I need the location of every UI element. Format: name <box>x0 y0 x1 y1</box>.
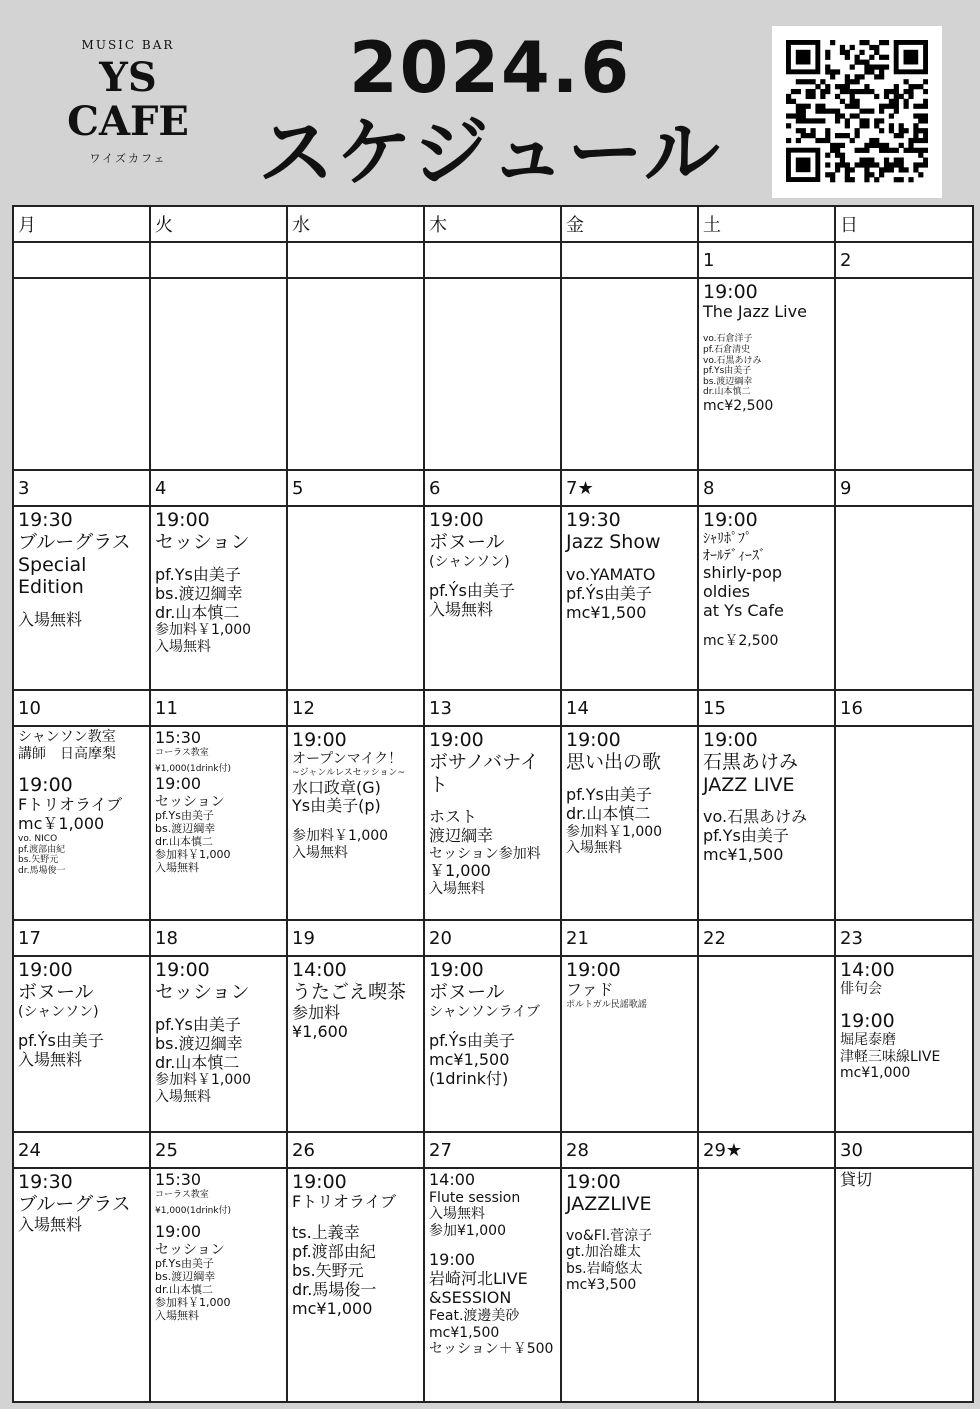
event-line: ¥1,000(1drink付) <box>155 1206 232 1217</box>
event-line: dr.山本慎二 <box>155 835 213 849</box>
day-cell[interactable] <box>561 956 698 1132</box>
event-line: 入場無料 <box>18 1050 83 1070</box>
date-number: 12 <box>287 690 424 726</box>
event-line: JAZZ LIVE <box>703 773 795 796</box>
day-cell[interactable] <box>424 1168 561 1402</box>
event-line: ¥1,600 <box>292 1021 348 1041</box>
day-cell[interactable] <box>561 1168 698 1402</box>
event-line: ボサノバナイト <box>429 751 539 796</box>
event-line: 参加料￥1,000 <box>566 823 663 840</box>
event-line: 入場無料 <box>566 840 622 857</box>
day-cell[interactable] <box>698 956 835 1132</box>
day-cell[interactable] <box>150 506 287 690</box>
event-line: 14:00 <box>840 959 895 981</box>
event-line: ポルトガル民謡歌謡 <box>566 1000 647 1011</box>
date-number <box>424 242 561 278</box>
day-cell[interactable] <box>13 278 150 470</box>
event-line: mc￥2,500 <box>703 633 779 650</box>
event-line: 19:00 <box>429 959 484 981</box>
date-number: 4 <box>150 470 287 506</box>
event-line: bs.渡辺綱幸 <box>155 822 216 836</box>
event-details <box>429 1171 556 1358</box>
event-line: 19:00 <box>18 959 73 981</box>
event-line: 貸切 <box>840 1170 873 1189</box>
weekday-header: 日 <box>835 206 973 242</box>
event-line: 15:30 <box>155 728 202 747</box>
day-cell[interactable] <box>561 278 698 470</box>
date-number: 11 <box>150 690 287 726</box>
event-line: 参加料 <box>292 1002 341 1022</box>
event-line: ブルーグラス <box>18 1193 131 1216</box>
event-line: 入場無料 <box>155 861 199 875</box>
event-line: うたごえ喫茶 <box>292 981 407 1004</box>
event-line: (1drink付) <box>429 1069 509 1089</box>
event-details <box>703 281 830 414</box>
event-line: 石黒あけみ <box>703 751 799 774</box>
day-cell[interactable] <box>424 278 561 470</box>
weekday-header: 月 <box>13 206 150 242</box>
date-number: 23 <box>835 920 973 956</box>
event-line: 堀尾泰磨 <box>840 1032 896 1049</box>
event-line: Fトリオライブ <box>292 1192 397 1212</box>
event-line: セッション参加料 <box>429 845 541 862</box>
event-details <box>566 959 693 1011</box>
spacer <box>840 998 968 1010</box>
event-line: 参加¥1,000 <box>429 1222 506 1239</box>
event-line: pf.Ýs由美子 <box>18 1031 104 1051</box>
event-line: ボヌール <box>429 531 505 554</box>
day-cell[interactable] <box>287 1168 424 1402</box>
event-details <box>429 509 556 620</box>
event-details <box>840 959 968 1082</box>
date-number <box>13 242 150 278</box>
event-line: 19:30 <box>18 1171 73 1193</box>
date-number: 21 <box>561 920 698 956</box>
event-line: 19:00 <box>155 959 210 981</box>
event-line: dr.山本慎二 <box>155 602 240 622</box>
event-line: ボヌール <box>18 981 94 1004</box>
event-line: 入場無料 <box>155 1088 211 1105</box>
logo <box>58 30 198 190</box>
event-line: 入場無料 <box>155 1309 199 1323</box>
event-line: mc¥1,000 <box>840 1065 911 1082</box>
event-details <box>155 959 282 1105</box>
event-line: 14:00 <box>292 959 347 981</box>
event-line: bs.渡辺綱幸 <box>155 1270 216 1284</box>
spacer <box>18 762 145 774</box>
event-details <box>18 1171 145 1235</box>
day-cell[interactable] <box>698 506 835 690</box>
logo-music-bar: MUSIC BAR <box>81 38 175 52</box>
day-cell[interactable] <box>287 278 424 470</box>
event-line: Special <box>18 553 87 576</box>
event-line: vo.YAMATO <box>566 564 656 584</box>
event-line: 19:00 <box>703 729 758 751</box>
event-line: bs.渡辺綱幸 <box>155 583 243 603</box>
event-line: 15:30 <box>155 1170 202 1189</box>
event-line: Fトリオライブ <box>18 795 123 815</box>
event-line: 19:00 <box>703 281 758 303</box>
event-line: 入場無料 <box>18 609 83 629</box>
event-line: vo.石倉洋子 <box>703 334 753 345</box>
event-line: pf.石倉清史 <box>703 344 751 355</box>
event-line: &SESSION <box>429 1288 512 1308</box>
day-cell[interactable] <box>424 956 561 1132</box>
event-line: pf.Ys由美子 <box>155 1014 241 1034</box>
weekday-header: 土 <box>698 206 835 242</box>
event-line: 参加料￥1,000 <box>155 1296 231 1310</box>
event-line: dr.山本慎二 <box>703 387 751 398</box>
event-details <box>566 509 693 622</box>
event-line: 俳句会 <box>840 981 882 998</box>
date-number: 15 <box>698 690 835 726</box>
event-details <box>18 729 145 877</box>
day-cell[interactable] <box>287 956 424 1132</box>
event-line: 入場無料 <box>18 1214 83 1234</box>
event-details <box>429 729 556 898</box>
event-line: (シャンソン) <box>429 553 510 570</box>
date-number <box>150 242 287 278</box>
day-cell[interactable] <box>698 278 835 470</box>
event-line: 津軽三味線LIVE <box>840 1048 941 1065</box>
date-number <box>561 242 698 278</box>
event-line: dr.山本慎二 <box>155 1283 213 1297</box>
event-line: dr.山本慎二 <box>155 1052 240 1072</box>
page-title <box>220 28 760 198</box>
calendar <box>12 205 972 1405</box>
event-details <box>566 729 693 857</box>
day-cell[interactable] <box>835 1168 973 1402</box>
event-line: dr.馬場俊一 <box>18 866 66 877</box>
event-line: 参加料￥1,000 <box>155 848 231 862</box>
date-number: 24 <box>13 1132 150 1168</box>
event-line: vo. NICO <box>18 834 58 845</box>
date-number: 19 <box>287 920 424 956</box>
spacer <box>566 774 693 786</box>
event-line: コーラス教室 <box>155 1189 209 1200</box>
event-line: 入場無料 <box>429 600 494 620</box>
event-details <box>292 959 419 1042</box>
event-details <box>292 1171 419 1319</box>
event-line: (シャンソン) <box>18 1003 99 1020</box>
day-cell[interactable] <box>13 726 150 920</box>
event-line: 参加料￥1,000 <box>155 622 252 639</box>
logo-kana: ワイズカフェ <box>89 152 167 165</box>
event-line: 19:00 <box>155 509 210 531</box>
event-line: pf.Ýs由美子 <box>566 583 652 603</box>
event-line: 19:00 <box>18 774 73 797</box>
spacer <box>292 816 419 828</box>
day-cell[interactable] <box>13 956 150 1132</box>
date-number: 26 <box>287 1132 424 1168</box>
event-line: 19:00 <box>566 1171 621 1193</box>
event-line: bs.岩崎悠太 <box>566 1260 643 1277</box>
event-details <box>18 509 145 630</box>
event-line: 19:00 <box>566 729 621 751</box>
date-number: 3 <box>13 470 150 506</box>
event-line: 19:00 <box>292 729 347 751</box>
logo-cafe: CAFE <box>67 98 189 145</box>
date-number: 8 <box>698 470 835 506</box>
event-line: mc¥1,500 <box>429 1050 510 1070</box>
day-cell[interactable] <box>424 506 561 690</box>
day-cell[interactable] <box>150 1168 287 1402</box>
event-line: 14:00 <box>429 1170 476 1189</box>
event-line: オープンマイク！ <box>292 751 403 768</box>
event-details <box>566 1171 693 1294</box>
title-schedule: スケジュール <box>258 108 722 197</box>
weekday-header: 木 <box>424 206 561 242</box>
date-number: 5 <box>287 470 424 506</box>
event-line: 岩崎河北LIVE <box>429 1269 528 1289</box>
event-line: vo&Fl.菅涼子 <box>566 1227 653 1244</box>
event-details <box>703 729 830 865</box>
event-line: pf.Ys由美子 <box>155 809 215 823</box>
day-cell[interactable] <box>424 726 561 920</box>
date-number: 28 <box>561 1132 698 1168</box>
event-line: pf.Ys由美子 <box>566 784 652 804</box>
event-line: bs.矢野元 <box>18 855 59 866</box>
event-line: bs.渡辺綱幸 <box>155 1033 243 1053</box>
event-line: dr.馬場俊一 <box>292 1279 377 1299</box>
event-line: JAZZLIVE <box>566 1193 652 1216</box>
event-line: 入場無料 <box>429 881 485 898</box>
event-line: シャンソン教室 <box>18 729 116 745</box>
event-line: Edition <box>18 576 84 599</box>
date-number: 14 <box>561 690 698 726</box>
logo-ys: YS <box>99 54 157 101</box>
qr-code-icon <box>786 40 928 184</box>
event-line: ｼｬﾘﾎﾟﾌﾟ <box>703 531 752 548</box>
day-cell[interactable] <box>561 506 698 690</box>
event-line: pf.Ýs由美子 <box>429 581 515 601</box>
event-line: pf.Ys由美子 <box>155 1257 215 1271</box>
event-line: oldies <box>703 582 751 602</box>
event-line: 19:00 <box>155 1222 202 1242</box>
event-line: pf.Ys由美子 <box>703 366 752 377</box>
day-cell[interactable] <box>13 506 150 690</box>
spacer <box>566 1216 693 1228</box>
event-line: 入場無料 <box>429 1206 485 1223</box>
day-cell[interactable] <box>835 726 973 920</box>
event-line: pf.渡部由紀 <box>18 844 66 855</box>
event-line: bs.矢野元 <box>292 1261 364 1281</box>
spacer <box>566 554 693 566</box>
date-number: 10 <box>13 690 150 726</box>
event-details <box>155 509 282 655</box>
event-line: 19:00 <box>429 509 484 531</box>
day-cell[interactable] <box>698 726 835 920</box>
event-line: ￥1,000 <box>429 861 491 881</box>
date-number: 25 <box>150 1132 287 1168</box>
day-cell[interactable] <box>561 726 698 920</box>
calendar-table <box>12 205 974 1403</box>
spacer <box>703 621 830 633</box>
event-line: dr.山本慎二 <box>566 803 651 823</box>
event-line: ¥1,000(1drink付) <box>155 764 232 775</box>
day-cell[interactable] <box>150 956 287 1132</box>
date-number: 13 <box>424 690 561 726</box>
date-number: 17 <box>13 920 150 956</box>
event-line: 19:00 <box>429 729 484 751</box>
event-line: ブルーグラス <box>18 531 131 554</box>
event-line: 水口政章(G) <box>292 777 381 797</box>
event-line: pf.Ýs由美子 <box>429 1031 515 1051</box>
event-details <box>18 959 145 1070</box>
event-line: 19:00 <box>155 774 202 794</box>
date-number: 16 <box>835 690 973 726</box>
date-number: 2 <box>835 242 973 278</box>
date-number: 18 <box>150 920 287 956</box>
event-line: at Ys Cafe <box>703 601 784 621</box>
event-line: セッション <box>155 531 250 554</box>
date-number <box>287 242 424 278</box>
spacer <box>155 1004 282 1016</box>
spacer <box>155 554 282 566</box>
event-line: Feat.渡邊美砂 <box>429 1308 520 1325</box>
date-number: 22 <box>698 920 835 956</box>
event-line: mc¥1,500 <box>703 844 784 864</box>
event-line: 講師 日高摩梨 <box>18 745 116 762</box>
event-line: 19:30 <box>18 509 73 531</box>
weekday-header: 火 <box>150 206 287 242</box>
event-details <box>155 729 282 875</box>
event-line: 渡辺綱幸 <box>429 826 494 846</box>
event-line: シャンソンライブ <box>429 1003 540 1020</box>
event-line: mc¥3,500 <box>566 1277 637 1294</box>
event-line: Ys由美子(p) <box>292 796 381 816</box>
date-number: 29★ <box>698 1132 835 1168</box>
day-cell[interactable] <box>150 726 287 920</box>
event-line: 入場無料 <box>155 638 211 655</box>
event-line: Jazz Show <box>566 531 661 554</box>
event-line: 入場無料 <box>292 844 348 861</box>
event-details <box>703 509 830 650</box>
event-line: ｵｰﾙﾃﾞｨｰｽﾞ <box>703 547 766 564</box>
weekday-header: 金 <box>561 206 698 242</box>
date-number: 1 <box>698 242 835 278</box>
spacer <box>18 599 145 611</box>
title-year: 2024.6 <box>348 27 632 109</box>
event-line: ホスト <box>429 807 478 827</box>
event-line: 参加料￥1,000 <box>155 1072 252 1089</box>
event-line: vo.石黒あけみ <box>703 355 762 366</box>
event-line: 19:00 <box>292 1171 347 1193</box>
event-line: コーラス教室 <box>155 747 209 758</box>
event-line: 19:00 <box>703 509 758 531</box>
date-number: 27 <box>424 1132 561 1168</box>
event-line: Flute session <box>429 1189 521 1206</box>
event-line: pf.Ys由美子 <box>155 564 241 584</box>
event-line: セッション <box>155 793 225 810</box>
event-line: shirly-pop <box>703 563 783 583</box>
event-line: 19:00 <box>566 959 621 981</box>
weekday-header: 水 <box>287 206 424 242</box>
date-number: 7★ <box>561 470 698 506</box>
event-line: 19:00 <box>429 1250 476 1270</box>
event-line: 参加料￥1,000 <box>292 828 389 845</box>
event-details <box>429 959 556 1089</box>
event-line: The Jazz Live <box>703 302 807 322</box>
event-line: mc￥1,000 <box>18 814 105 834</box>
day-cell[interactable] <box>13 1168 150 1402</box>
day-cell[interactable] <box>287 726 424 920</box>
event-line: mc¥1,500 <box>429 1324 500 1341</box>
spacer <box>703 322 830 334</box>
date-number: 9 <box>835 470 973 506</box>
date-number: 20 <box>424 920 561 956</box>
event-details <box>292 729 419 861</box>
day-cell[interactable] <box>287 506 424 690</box>
event-line: pf.Ys由美子 <box>703 826 789 846</box>
day-cell[interactable] <box>835 506 973 690</box>
event-line: bs.渡辺綱幸 <box>703 376 753 387</box>
event-line: gt.加治雄太 <box>566 1244 641 1261</box>
date-number: 30 <box>835 1132 973 1168</box>
event-line: 思い出の歌 <box>566 751 662 774</box>
event-line: pf.渡部由紀 <box>292 1242 376 1262</box>
qr-code[interactable] <box>772 26 942 198</box>
event-line: ~ジャンルレスセッション~ <box>292 767 406 778</box>
event-details <box>155 1171 282 1323</box>
event-line: mc¥2,500 <box>703 397 774 414</box>
event-line: mc¥1,000 <box>292 1298 373 1318</box>
event-line: mc¥1,500 <box>566 602 647 622</box>
event-line: 19:00 <box>840 1009 895 1032</box>
day-cell[interactable] <box>150 278 287 470</box>
day-cell[interactable] <box>835 278 973 470</box>
date-number: 6 <box>424 470 561 506</box>
event-line: vo.石黒あけみ <box>703 807 808 827</box>
event-line: セッション <box>155 1241 225 1258</box>
event-line: ファド <box>566 980 614 1000</box>
event-details <box>840 1171 968 1190</box>
day-cell[interactable] <box>835 956 973 1132</box>
day-cell[interactable] <box>698 1168 835 1402</box>
event-line: 19:30 <box>566 509 621 531</box>
event-line: ts.上義幸 <box>292 1223 360 1243</box>
event-line: セッション＋￥500 <box>429 1341 554 1358</box>
event-line: セッション <box>155 981 250 1004</box>
event-line: ボヌール <box>429 981 505 1004</box>
